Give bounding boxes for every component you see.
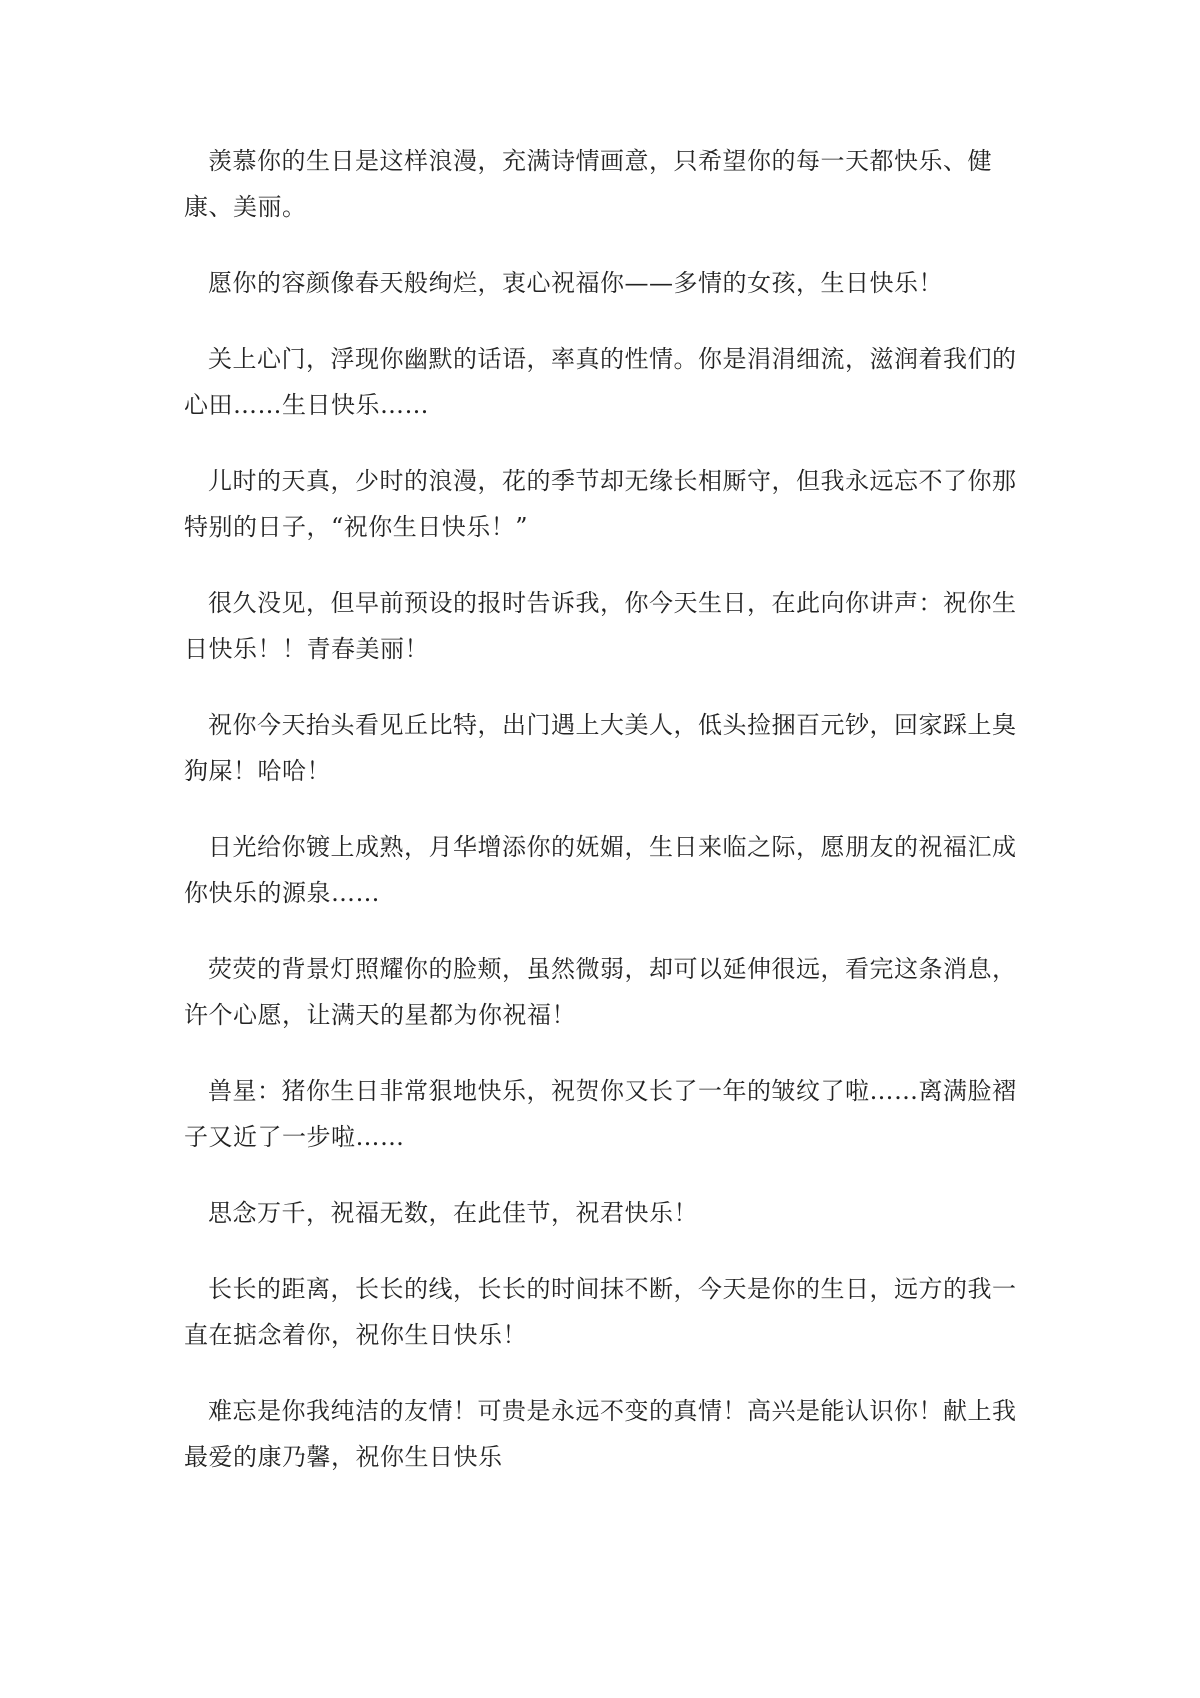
paragraph: 难忘是你我纯洁的友情！可贵是永远不变的真情！高兴是能认识你！献上我最爱的康乃馨，祝你生日快乐 [184, 1397, 1017, 1471]
paragraph: 长长的距离，长长的线，长长的时间抹不断，今天是你的生日，远方的我一直在掂念着你，祝你生日快乐！ [184, 1275, 1017, 1349]
paragraph: 日光给你镀上成熟，月华增添你的妩媚，生日来临之际，愿朋友的祝福汇成你快乐的源泉…… [184, 833, 1017, 907]
paragraph: 荧荧的背景灯照耀你的脸颊，虽然微弱，却可以延伸很远，看完这条消息，许个心愿，让满天的星都为你祝福！ [184, 955, 1017, 1029]
paragraph: 兽星：猪你生日非常狠地快乐，祝贺你又长了一年的皱纹了啦……离满脸褶子又近了一步啦…… [184, 1077, 1017, 1151]
paragraph: 儿时的天真，少时的浪漫，花的季节却无缘长相厮守，但我永远忘不了你那特别的日子，“祝你生日快乐！” [184, 467, 1017, 541]
paragraph: 祝你今天抬头看见丘比特，出门遇上大美人，低头捡捆百元钞，回家踩上臭狗屎！哈哈！ [184, 711, 1017, 785]
document-body [184, 138, 1024, 1510]
paragraph: 思念万千，祝福无数，在此佳节，祝君快乐！ [208, 1199, 698, 1227]
paragraph: 羡慕你的生日是这样浪漫，充满诗情画意，只希望你的每一天都快乐、健康、美丽。 [184, 147, 992, 221]
paragraph: 很久没见，但早前预设的报时告诉我，你今天生日，在此向你讲声：祝你生日快乐！！青春美丽！ [184, 589, 1017, 663]
paragraph: 关上心门，浮现你幽默的话语，率真的性情。你是涓涓细流，滋润着我们的心田……生日快乐…… [184, 345, 1017, 419]
paragraph: 愿你的容颜像春天般绚烂，衷心祝福你——多情的女孩，生日快乐！ [208, 269, 943, 297]
